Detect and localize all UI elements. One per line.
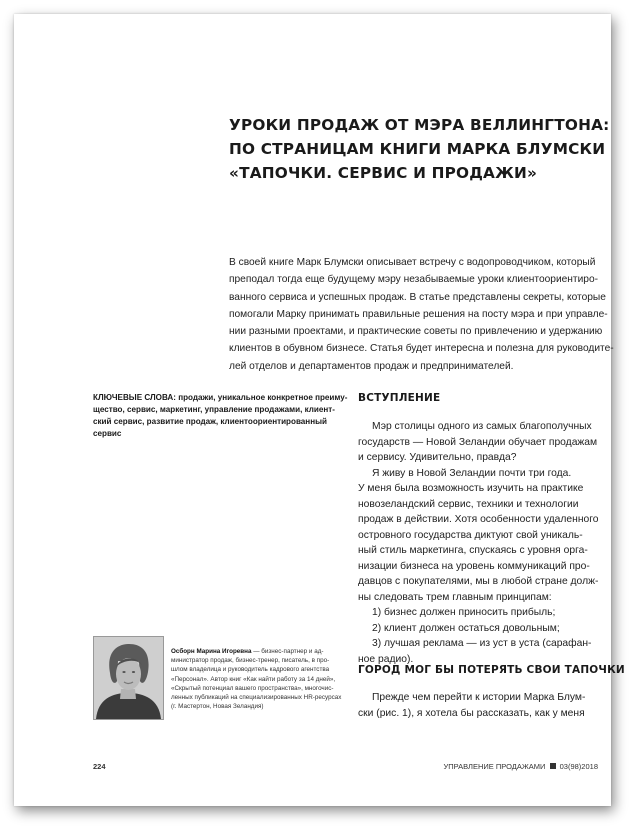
- author-photo: [93, 636, 164, 720]
- author-bio-line: [171, 647, 361, 656]
- body-line: Мэр столицы одного из самых благополучных: [372, 421, 592, 432]
- body-line: 2) клиент должен остаться довольным;: [372, 622, 560, 634]
- journal-footer: [443, 762, 598, 771]
- author-bio-line: (г. Мастертон, Новая Зеландия): [171, 703, 264, 711]
- article-title: [229, 113, 610, 185]
- body-line: новозеландский сервис, техники и технологии: [358, 498, 579, 510]
- keywords-line: [93, 392, 348, 404]
- author-bio-line: «Скрытый потенциал вашего пространства», многочис-: [171, 684, 334, 692]
- body-line: ный стиль маркетинга, спускаясь с уровня орга-: [358, 545, 588, 556]
- keywords-line: щество, сервис, маркетинг, управление продажами, клиент-: [93, 405, 335, 414]
- author-bio-line: шлом владелица и руководитель кадрового агентства: [171, 666, 330, 674]
- keywords-text: продажи, уникальное конкретное преиму-: [178, 393, 348, 402]
- square-bullet-icon: [550, 763, 556, 769]
- section-body-intro: [358, 419, 608, 667]
- author-name: Осборн Марина Игоревна: [171, 648, 252, 655]
- page-number: 224: [93, 762, 106, 771]
- body-line: и сервису. Удивительно, правда?: [358, 452, 517, 463]
- title-line: УРОКИ ПРОДАЖ ОТ МЭРА ВЕЛЛИНГТОНА:: [229, 116, 610, 134]
- lead-line: лей отделов и департаментов продаж и предпринимателей.: [229, 360, 514, 372]
- body-line: ски (рис. 1), я хотела бы рассказать, как у меня: [358, 707, 585, 719]
- body-line: 1) бизнес должен приносить прибыль;: [372, 607, 556, 618]
- lead-line: В своей книге Марк Блумски описывает встречу с водопроводчиком, который: [229, 257, 596, 268]
- author-bio-line: «Персонал». Автор книг «Как найти работу за 14 дней»,: [171, 675, 336, 683]
- body-line: ны следовать трем главным принципам:: [358, 591, 552, 603]
- lead-line: клиентов в обувном бизнесе. Статья будет интересна и полезна для руководите-: [229, 343, 614, 355]
- lead-line: преподал тогда еще будущему мэру незабываемые уроки клиентоориентиро-: [229, 274, 599, 286]
- author-bio-line: министратор продаж, бизнес-тренер, писатель, в про-: [171, 657, 330, 665]
- keywords-line: сервис: [93, 429, 122, 438]
- section-heading-slippers: ГОРОД МОГ БЫ ПОТЕРЯТЬ СВОИ ТАПОЧКИ: [358, 664, 625, 676]
- section-heading-intro: ВСТУПЛЕНИЕ: [358, 392, 441, 404]
- keywords-line: ский сервис, развитие продаж, клиентоориентированный: [93, 417, 327, 426]
- body-line: Я живу в Новой Зеландии почти три года.: [372, 467, 572, 479]
- title-line: ПО СТРАНИЦАМ КНИГИ МАРКА БЛУМСКИ: [229, 140, 606, 158]
- body-line: Прежде чем перейти к истории Марка Блум-: [372, 692, 586, 703]
- author-portrait-image: [94, 637, 163, 719]
- body-line: продаж в действии. Хотя особенности удаленного: [358, 514, 599, 525]
- magazine-page: [14, 14, 625, 806]
- section-body-slippers: [358, 690, 608, 721]
- lead-line: помогали Марку принимать правильные решения на посту мэра и при управле-: [229, 308, 608, 320]
- body-line: государств — Новой Зеландии обучает продажам: [358, 436, 598, 448]
- lead-line: нии разными проектами, и практические советы по привлечению и удержанию: [229, 326, 603, 338]
- body-line: давцов с покупателями, мы в любой стране долж-: [358, 576, 599, 587]
- article-lead: [229, 254, 614, 375]
- journal-name: УПРАВЛЕНИЕ ПРОДАЖАМИ: [443, 762, 546, 771]
- issue-number: 03(98)2018: [559, 762, 598, 771]
- body-line: 3) лучшая реклама — из уст в уста (сарафан-: [372, 638, 592, 649]
- body-line: островного государства диктуют свой уникаль-: [358, 529, 583, 541]
- title-line: «ТАПОЧКИ. СЕРВИС И ПРОДАЖИ»: [229, 164, 538, 182]
- author-bio: [171, 647, 361, 711]
- author-bio-text: — бизнес-партнер и ад-: [251, 648, 324, 655]
- body-line: У меня была возможность изучить на практике: [358, 483, 584, 494]
- keywords-block: [93, 392, 348, 440]
- body-line: низации бизнеса на уровень коммуникаций про-: [358, 560, 590, 572]
- body-line: ное радио).: [358, 653, 414, 665]
- lead-line: ванного сервиса и успешных продаж. В статье представлены секреты, которые: [229, 291, 606, 303]
- keywords-label: КЛЮЧЕВЫЕ СЛОВА:: [93, 393, 176, 402]
- author-bio-line: ленных публикаций на специализированных HR-ресурсах: [171, 694, 342, 702]
